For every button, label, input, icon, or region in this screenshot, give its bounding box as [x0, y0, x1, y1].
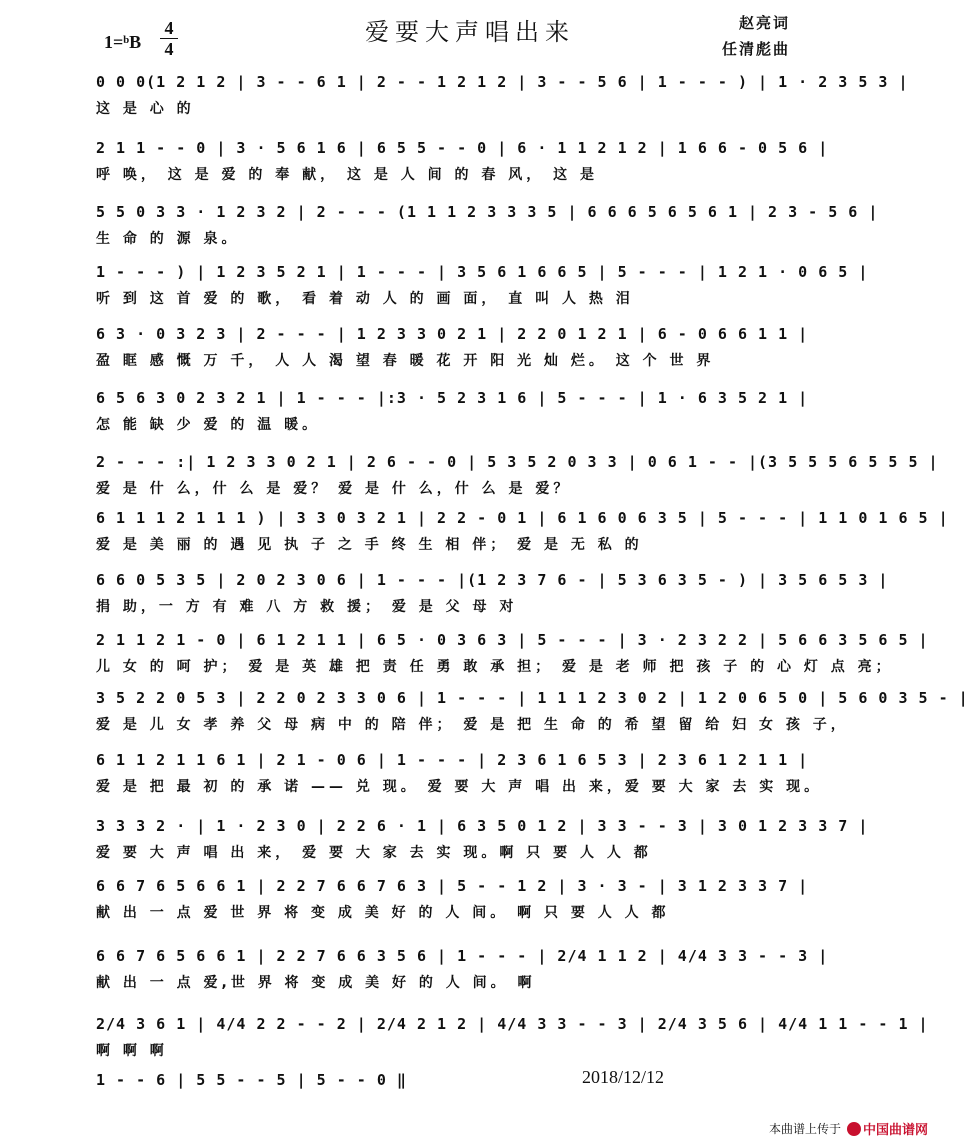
lyrics-row: 捐 助，一 方 有 难 八 方 救 援； 爱 是 父 母 对 [96, 599, 518, 615]
lyrics-row: 儿 女 的 呵 护； 爱 是 英 雄 把 责 任 勇 敢 承 担； 爱 是 老 师 把 孩 子 的 心 灯 点 亮； [96, 659, 894, 675]
notation-row: 2 - - - :| 1 2 3 3 0 2 1 | 2 6 - - 0 | 5 3 5 2 0 3 3 | 0 6 1 - - |(3 5 5 5 6 5 5 5 | [96, 453, 939, 471]
score-line [96, 626, 929, 680]
lyrics-row: 这 是 心 的 [96, 101, 195, 117]
notation-row: 6 3 · 0 3 2 3 | 2 - - - | 1 2 3 3 0 2 1 | 2 2 0 1 2 1 | 6 - 0 6 6 1 1 | [96, 325, 809, 343]
meter-bottom: 4 [164, 39, 174, 59]
lyrics-row: 爱 是 儿 女 孝 养 父 母 病 中 的 陪 伴； 爱 是 把 生 命 的 希 望 留 给 妇 女 孩 子， [96, 717, 849, 733]
lyrics-row: 盈 眶 感 慨 万 千， 人 人 渴 望 春 暖 花 开 阳 光 灿 烂。 这 个 世 界 [96, 353, 715, 369]
logo-text: 中国曲谱网 [862, 1123, 928, 1138]
notation-row: 6 6 7 6 5 6 6 1 | 2 2 7 6 6 7 6 3 | 5 - - 1 2 | 3 · 3 - | 3 1 2 3 3 7 | [96, 877, 809, 895]
score-line [96, 684, 969, 738]
score-line [96, 942, 829, 996]
score-line [96, 384, 809, 438]
score-line [96, 746, 823, 800]
score-line [96, 566, 889, 620]
site-logo[interactable] [847, 1119, 928, 1138]
score-line [96, 504, 949, 558]
score-line [96, 872, 809, 926]
lyrics-row: 爱 是 什 么，什 么 是 爱？ 爱 是 什 么，什 么 是 爱？ [96, 481, 572, 497]
lyricist-credit: 赵亮词 [738, 14, 790, 32]
notation-row: 6 1 1 1 2 1 1 1 ) | 3 3 0 3 2 1 | 2 2 - 0 1 | 6 1 6 0 6 3 5 | 5 - - - | 1 1 0 1 6 5 | [96, 509, 949, 527]
notation-row: 6 6 0 5 3 5 | 2 0 2 3 0 6 | 1 - - - |(1 2 3 7 6 - | 5 3 6 3 5 - ) | 3 5 6 5 3 | [96, 571, 889, 589]
notation-row: 1 - - 6 | 5 5 - - 5 | 5 - - 0 ‖ [96, 1071, 407, 1089]
lyrics-row: 爱 是 把 最 初 的 承 诺 —— 兑 现。 爱 要 大 声 唱 出 来，爱 要 大 家 去 实 现。 [96, 779, 823, 795]
key-signature: 1=ᵇB [104, 32, 142, 52]
time-signature [158, 18, 180, 59]
notation-row: 3 3 3 2 · | 1 · 2 3 0 | 2 2 6 · 1 | 6 3 5 0 1 2 | 3 3 - - 3 | 3 0 1 2 3 3 7 | [96, 817, 869, 835]
lyrics-row: 献 出 一 点 爱 世 界 将 变 成 美 好 的 人 间。 啊 只 要 人 人 都 [96, 905, 670, 921]
score-line [96, 68, 909, 122]
logo-icon [847, 1122, 861, 1136]
lyrics-row: 爱 要 大 声 唱 出 来， 爱 要 大 家 去 实 现。啊 只 要 人 人 都 [96, 845, 652, 861]
composer-credit: 任清彪曲 [721, 40, 790, 58]
footer-text: 本曲谱上传于 [768, 1122, 841, 1136]
score-line [96, 198, 879, 252]
score-line [96, 258, 869, 312]
notation-row: 1 - - - ) | 1 2 3 5 2 1 | 1 - - - | 3 5 6 1 6 6 5 | 5 - - - | 1 2 1 · 0 6 5 | [96, 263, 869, 281]
lyrics-row: 献 出 一 点 爱,世 界 将 变 成 美 好 的 人 间。 啊 [96, 975, 536, 991]
notation-row: 6 6 7 6 5 6 6 1 | 2 2 7 6 6 3 5 6 | 1 - - - | 2/4 1 1 2 | 4/4 3 3 - - 3 | [96, 947, 829, 965]
lyrics-row: 听 到 这 首 爱 的 歌， 看 着 动 人 的 画 面， 直 叫 人 热 泪 [96, 291, 634, 307]
lyrics-row: 呼 唤， 这 是 爱 的 奉 献， 这 是 人 间 的 春 风， 这 是 [96, 167, 598, 183]
score-line [96, 1010, 929, 1064]
lyrics-row: 怎 能 缺 少 爱 的 温 暖。 [96, 417, 321, 433]
notation-row: 6 5 6 3 0 2 3 2 1 | 1 - - - |:3 · 5 2 3 1 6 | 5 - - - | 1 · 6 3 5 2 1 | [96, 389, 809, 407]
song-title: 爱要大声唱出来 [365, 18, 575, 46]
notation-row: 2/4 3 6 1 | 4/4 2 2 - - 2 | 2/4 2 1 2 | 4/4 3 3 - - 3 | 2/4 3 5 6 | 4/4 1 1 - - 1 | [96, 1015, 929, 1033]
notation-row: 6 1 1 2 1 1 6 1 | 2 1 - 0 6 | 1 - - - | 2 3 6 1 6 5 3 | 2 3 6 1 2 1 1 | [96, 751, 809, 769]
score-line [96, 448, 939, 502]
score-line [96, 812, 869, 866]
notation-row: 3 5 2 2 0 5 3 | 2 2 0 2 3 3 0 6 | 1 - - - | 1 1 1 2 3 0 2 | 1 2 0 6 5 0 | 5 6 0 3 5 - | [96, 689, 969, 707]
footer [769, 1119, 928, 1138]
lyrics-row: 生 命 的 源 泉。 [96, 231, 240, 247]
notation-row: 0 0 0(1 2 1 2 | 3 - - 6 1 | 2 - - 1 2 1 2 | 3 - - 5 6 | 1 - - - ) | 1 · 2 3 5 3 | [96, 73, 909, 91]
lyrics-row: 爱 是 美 丽 的 遇 见 执 子 之 手 终 生 相 伴； 爱 是 无 私 的 [96, 537, 643, 553]
lyrics-row: 啊 啊 啊 [96, 1043, 168, 1059]
score-line [96, 1066, 802, 1094]
score-line [96, 320, 809, 374]
notation-row: 2 1 1 2 1 - 0 | 6 1 2 1 1 | 6 5 · 0 3 6 3 | 5 - - - | 3 · 2 3 2 2 | 5 6 6 3 5 6 5 | [96, 631, 929, 649]
notation-row: 5 5 0 3 3 · 1 2 3 2 | 2 - - - (1 1 1 2 3 3 3 5 | 6 6 6 5 6 5 6 1 | 2 3 - 5 6 | [96, 203, 879, 221]
score-line [96, 134, 829, 188]
meter-top: 4 [164, 18, 174, 38]
notation-row: 2 1 1 - - 0 | 3 · 5 6 1 6 | 6 5 5 - - 0 | 6 · 1 1 2 1 2 | 1 6 6 - 0 5 6 | [96, 139, 829, 157]
upload-date: 2018/12/12 [582, 1067, 665, 1087]
